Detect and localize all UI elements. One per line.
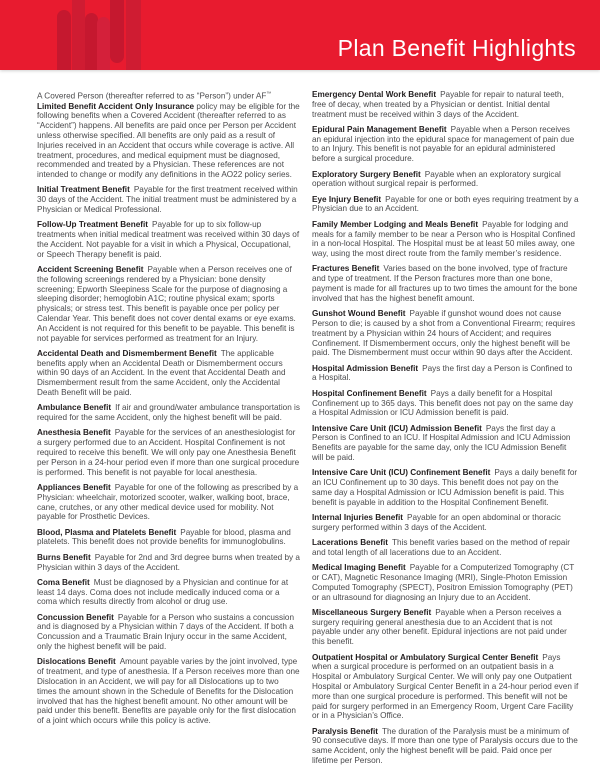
benefit-title: Hospital Admission Benefit [312,363,419,373]
benefit-description: This benefit varies based on the method of repair and total length of all lacerations due to an Accident. [312,538,570,557]
benefit-item [312,727,579,766]
benefit-item [37,528,300,548]
right-column [312,90,579,771]
trademark-symbol: ™ [266,92,272,97]
benefit-title: Outpatient Hospital or Ambulatory Surgical Center Benefit [312,652,539,662]
benefit-title: Blood, Plasma and Platelets Benefit [37,527,177,537]
benefit-item [312,538,579,558]
benefit-item [312,195,579,215]
benefit-description: If air and ground/water ambulance transportation is required for the same Accident, only the highest benefit will be paid. [37,403,300,423]
benefit-description: Payable if gunshot wound does not cause Person to die; is caused by a shot from a Conventional Firearm; requires treatment by a Physician within 24 hours of Accident; and requires Confinement. If Dismemberment occurs, only the highest benefit will be paid. The Dismemberment must occur within 90 days after the Accident. [312,309,576,358]
document-body [0,70,600,771]
benefit-item [37,265,300,343]
page-title: Plan Benefit Highlights [337,35,576,61]
benefit-description: Payable for lodging and meals for a family member to be near a Person who is Hospital Confined in a non-local Hospital. The Hospital must be at least 50 miles away, one way, using the most direct route from the family member’s residence. [312,219,576,259]
benefit-description: Pays the first day a Person is Confined to an ICU. If Hospital Admission and ICU Admission Benefits are payable for the same day, only the ICU Admission Benefit will be paid. [312,423,571,462]
benefit-item [312,653,579,722]
benefit-description: Payable for up to six follow-up treatments when initial medical treatment was received within 30 days of the Accident. Not payable for a visit in which a Physical, Occupational, or Speech Therapy benefit is paid. [37,220,300,259]
benefit-description: Must be diagnosed by a Physician and continue for at least 14 days. Coma does not include medically induced coma or a coma which results directly from alcohol or drug use. [37,577,289,607]
benefit-item [312,125,579,164]
benefit-title: Paralysis Benefit [312,726,378,736]
benefit-description: Payable when an exploratory surgical operation without surgical repair is performed. [312,169,561,189]
benefit-item [37,220,300,259]
logo-bar [72,0,85,70]
intro-text-post: policy may be eligible for the following benefits when a Covered Accident (thereafter referred to as “Accident”) happens. All benefits are paid once per Person per Accident unless otherwise specified. All benefits are only paid as a result of Injuries received in an Accident that occurs while coverage is active. All treatment, procedures, and medical equipment must be diagnosed, recommended and treated by a Physician. These references are not intended to change or modify any definitions in the AO22 policy series. [37,101,300,180]
benefit-title: Dislocations Benefit [37,657,116,667]
benefit-description: Payable for the first treatment received within 30 days of the Accident. The initial treatment must be administered by a Physician or Medical Professional. [37,185,298,214]
page-header [0,0,600,70]
benefit-description: Payable for blood, plasma and platelets. This benefit does not provide benefits for immunoglobulins. [37,527,291,547]
benefit-item [37,613,300,652]
benefit-description: The applicable benefits apply when an Accidental Death or Dismemberment occurs within 90 days of an Accident. In the event that Accidental Death and Dismemberment result from the same Accident, only the Accidental Death Benefit will be paid. [37,348,286,398]
benefit-item [37,553,300,573]
benefit-description: Payable for a Person who sustains a concussion and is diagnosed by a Physician within 7 days of the Accident. If both a Concussion and a Traumatic Brain Injury occur in the same Accident, only the highest benefit will be paid. [37,612,295,652]
benefit-title: Eye Injury Benefit [312,194,382,204]
benefit-title: Appliances Benefit [37,482,111,492]
benefit-description: Payable when a Person receives an epidural injection into the epidural space for management of pain due to an Injury. This benefit is not payable for an epidural administered before a surgical procedure. [312,124,575,164]
benefit-item [312,309,579,358]
benefit-title: Accident Screening Benefit [37,264,144,274]
benefit-description: The duration of the Paralysis must be a minimum of 90 consecutive days. If more than one type of Paralysis occurs due to the same Accident, only the highest benefit will be paid. Paid once per lifetime per Person. [312,726,578,766]
benefit-item [312,264,579,303]
benefit-title: Accidental Death and Dismemberment Benefit [37,348,217,358]
benefit-item [37,403,300,423]
benefit-item [312,608,579,647]
benefit-title: Intensive Care Unit (ICU) Admission Benefit [312,423,482,433]
benefit-description: Payable when a Person receives a surgery requiring general anesthesia due to an Accident that is not payable under any other benefit. Epidural injections are not paid under this benefit. [312,607,567,647]
benefit-title: Ambulance Benefit [37,403,112,413]
intro-text-bold: Limited Benefit Accident Only Insurance [37,101,195,111]
benefit-title: Lacerations Benefit [312,538,388,548]
left-column [37,90,300,771]
logo-bar [110,0,124,63]
benefit-title: Intensive Care Unit (ICU) Confinement Benefit [312,468,491,478]
benefit-item [37,483,300,522]
benefit-item [37,185,300,214]
benefit-description: Payable for a Computerized Tomography (CT or CAT), Magnetic Resonance Imaging (MRI), Single-Photon Emission Computed Tomography (SPECT), Positron Emission Tomography (PET) or an ultrasound for diagnosing an Injury due to an Accident. [312,563,575,602]
benefit-title: Follow-Up Treatment Benefit [37,220,148,230]
benefit-item [37,428,300,477]
benefit-title: Coma Benefit [37,577,90,587]
benefit-title: Internal Injuries Benefit [312,512,403,522]
benefit-description: Payable for the services of an anesthesiologist for a surgery performed due to an Accident. Hospital Confinement is not required to receive this benefit. We will only pay one Anesthesia Benefit per Person in a 24-hour period even if more than one surgical procedure is performed. This benefit is not payable for local anesthesia. [37,428,300,477]
benefit-description: Payable for one of the following as prescribed by a Physician: wheelchair, motorized scooter, walker, walking boot, brace, cane, crutches, or any other medical device used for mobility. Not payable for Prosthetic Devices. [37,482,299,522]
benefit-description: Varies based on the bone involved, type of fracture and type of treatment. If the Person fractures more than one bone, payment is made for all fractures up to two times the amount for the bone involved that has the highest benefit amount. [312,264,578,303]
benefit-title: Initial Treatment Benefit [37,185,130,195]
benefit-title: Anesthesia Benefit [37,428,111,438]
benefit-title: Family Member Lodging and Meals Benefit [312,219,479,229]
intro-text-pre: A Covered Person (thereafter referred to as “Person”) under AF [37,91,267,101]
benefit-title: Gunshot Wound Benefit [312,309,406,319]
benefit-item [312,389,579,418]
benefit-item [312,90,579,119]
intro-paragraph [37,90,300,180]
benefit-item [312,170,579,190]
benefit-item [312,424,579,463]
benefit-title: Miscellaneous Surgery Benefit [312,607,432,617]
benefit-title: Exploratory Surgery Benefit [312,169,421,179]
benefit-title: Hospital Confinement Benefit [312,388,427,398]
benefit-title: Concussion Benefit [37,612,114,622]
benefit-title: Medical Imaging Benefit [312,563,406,573]
brand-logo-icon [0,0,200,70]
benefit-description: Pays the first day a Person is Confined to a Hospital. [312,363,573,383]
benefit-description: Payable for one or both eyes requiring treatment by a Physician due to an Accident. [312,194,579,214]
benefit-description: Pays a daily benefit for a Hospital Confinement up to 365 days. This benefit does not pay on the same day a Hospital Admission or ICU Admission benefit is paid. [312,388,574,418]
benefit-title: Epidural Pain Management Benefit [312,124,447,134]
logo-bar [57,10,71,70]
benefit-item [37,578,300,607]
benefit-description: Amount payable varies by the joint involved, type of treatment, and type of anesthesia. If a Person receives more than one Dislocation in an Accident, we will pay for all Dislocations up to two times the amount shown in the Schedule of Benefits for the Dislocation involved that has the highest benefit amount. No other amount will be paid under this benefit. Benefits are payable only for the first dislocation of a joint which occurs while this policy is active. [37,657,300,726]
logo-bar [97,17,110,70]
benefit-description: Payable for repair to natural teeth, free of decay, when treated by a Physician or dentist. Initial dental treatment must be received within 3 days of the Accident. [312,90,564,119]
benefit-item [312,563,579,602]
benefit-description: Pays a daily benefit for an ICU Confinement up to 30 days. This benefit does not pay on the same day a Hospital Admission or ICU Admission benefit is paid. This benefit is payable in addition to the Hospital Confinement Benefit. [312,468,578,507]
benefit-item [37,657,300,726]
benefit-description: Payable for an open abdominal or thoracic surgery performed within 3 days of the Accident. [312,512,561,532]
benefit-title: Emergency Dental Work Benefit [312,90,437,99]
benefit-title: Burns Benefit [37,552,91,562]
benefit-item [312,364,579,384]
benefit-item [312,220,579,259]
benefit-title: Fractures Benefit [312,264,380,274]
benefit-description: Payable for 2nd and 3rd degree burns when treated by a Physician within 3 days of the Accident. [37,552,300,572]
benefit-item [37,349,300,398]
benefit-description: Pays when a surgical procedure is performed on an outpatient basis in a Hospital or Ambulatory Surgical Center. We will only pay one Outpatient Hospital or Ambulatory Surgical Center Benefit in a 24-hour period even if more than one surgical procedure is performed. This benefit will not be paid for surgery performed in an Emergency Room, Urgent Care Facility or in a Physician’s Office. [312,652,579,721]
benefit-item [312,468,579,507]
benefit-item [312,513,579,533]
benefit-description: Payable when a Person receives one of the following screenings rendered by a Physician: bone density screening; Epworth Sleepiness Scale for the purpose of diagnosing a sleeping disorder; hemoglobin A1C; routine physical exam; sports physicals; or stress test. This benefit is payable once per policy per Calendar Year. This benefit does not cover dental exams or eye exams. An Accident is not required for this benefit to be payable. This benefit is not payable for services performed as treatment for an Injury. [37,264,296,343]
logo-bar [126,0,141,70]
